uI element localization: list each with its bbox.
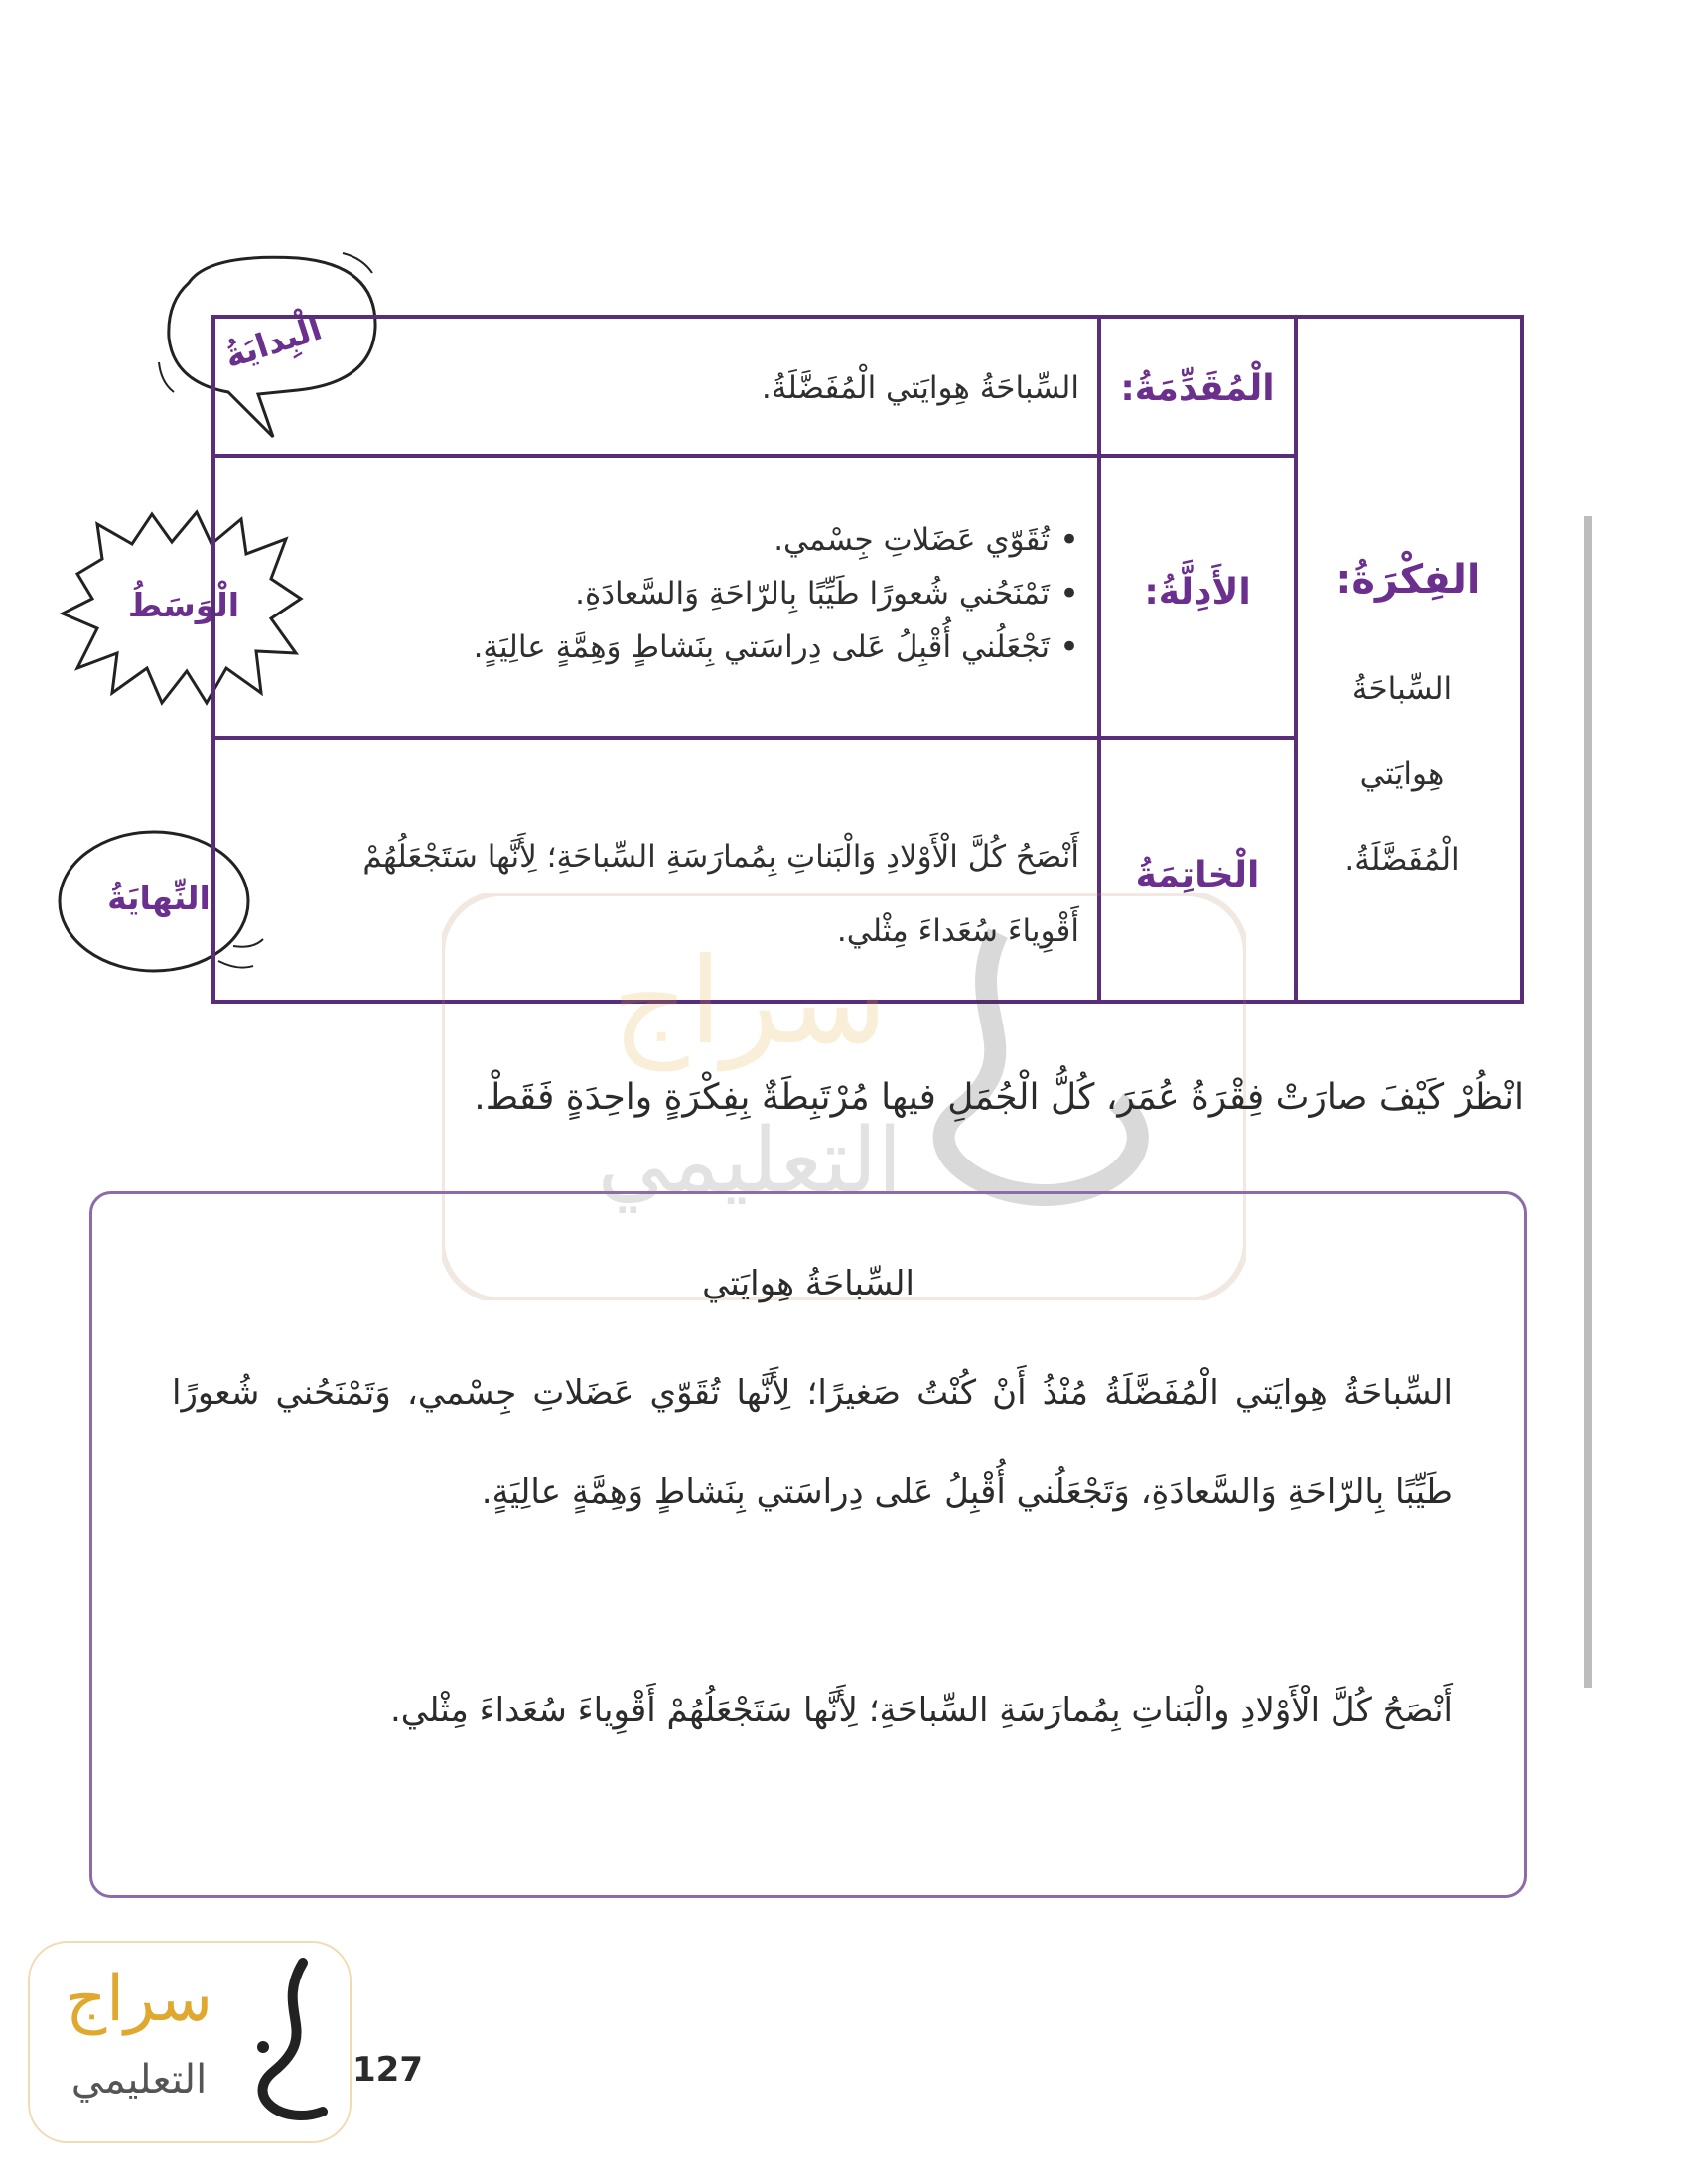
side-copyright-strip xyxy=(1574,516,1604,1688)
logo-text-top: سراج xyxy=(65,1963,213,2036)
intro-label: الْمُقَدِّمَةُ: xyxy=(1120,368,1275,409)
idea-label: الفِكْرَةُ: xyxy=(1336,557,1480,603)
logo-calligraphy-mark xyxy=(233,1953,343,2131)
conclusion-label: الْخاتِمَةُ xyxy=(1135,855,1260,895)
evidence-item: • تَجْعَلُني أُقْبِلُ عَلى دِراسَتي بِنَشاطٍ وَهِمَّةٍ عالِيَةٍ. xyxy=(255,629,1079,665)
intro-text: السِّباحَةُ هِوايَتي الْمُفَضَّلَةُ. xyxy=(761,370,1079,406)
beginning-label: الْبِدايَةُ xyxy=(219,308,327,376)
paragraph-title: السِّباحَةُ هِوايَتي xyxy=(702,1264,914,1303)
instruction-sentence: انْظُرْ كَيْفَ صارَتْ فِقْرَةُ عُمَرَ، كُلُّ الْجُمَلِ فيها مُرْتَبِطَةٌ بِفِكْرَةٍ واحِدَةٍ فَقَطْ. xyxy=(474,1077,1524,1118)
svg-text:التعليمي: التعليمي xyxy=(597,1109,903,1213)
middle-label: الْوَسَطُ xyxy=(127,586,240,624)
divider xyxy=(215,454,1294,458)
conclusion-text: أَنْصَحُ كُلَّ الْأَوْلادِ وَالْبَناتِ بِمُمارَسَةِ السِّباحَةِ؛ لِأَنَّها سَتَجْعَلُهُمْ أَقْوِياءَ سُعَداءَ مِثْلي. xyxy=(362,839,1079,949)
footer-logo xyxy=(28,1941,352,2143)
svg-text:سراج: سراج xyxy=(612,933,888,1071)
evidence-item: • تَمْنَحُني شُعورًا طَيِّبًا بِالرّاحَةِ وَالسَّعادَةِ. xyxy=(255,576,1079,612)
page-number: 127 xyxy=(352,2050,423,2090)
idea-text: السِّباحَةُ هِوايَتي الْمُفَضَّلَةُ. xyxy=(1344,671,1460,878)
paragraph-conclusion: أَنْصَحُ كُلَّ الْأَوْلادِ والْبَناتِ بِمُمارَسَةِ السِّباحَةِ؛ لِأَنَّها سَتَجْعَلُهُمْ أَقْوِياءَ سُعَداءَ مِثْلي. xyxy=(390,1691,1453,1730)
divider xyxy=(1294,319,1298,1000)
paragraph-body: السِّباحَةُ هِوايَتي الْمُفَضَّلَةُ مُنْذُ أَنْ كُنْتُ صَغيرًا؛ لِأَنَّها تُقَوّي عَضَلاتِ جِسْمي، وَتَمْنَحُني شُعورًا طَيِّبًا بِالرّاحَةِ وَالسَّعادَةِ، وَتَجْعَلُني أُقْبِلُ عَلى دِراسَتي بِنَشاطٍ وَهِمَّةٍ عالِيَةٍ. xyxy=(172,1373,1453,1512)
evidence-list xyxy=(255,522,1079,683)
end-label: النِّهايَةُ xyxy=(107,879,211,917)
divider xyxy=(215,736,1294,740)
paragraph-box xyxy=(89,1191,1527,1898)
evidence-item: • تُقَوّي عَضَلاتِ جِسْمي. xyxy=(255,522,1079,558)
evidence-label: الأَدِلَّةُ: xyxy=(1144,572,1251,613)
logo-text-bottom: التعليمي xyxy=(70,2057,208,2103)
